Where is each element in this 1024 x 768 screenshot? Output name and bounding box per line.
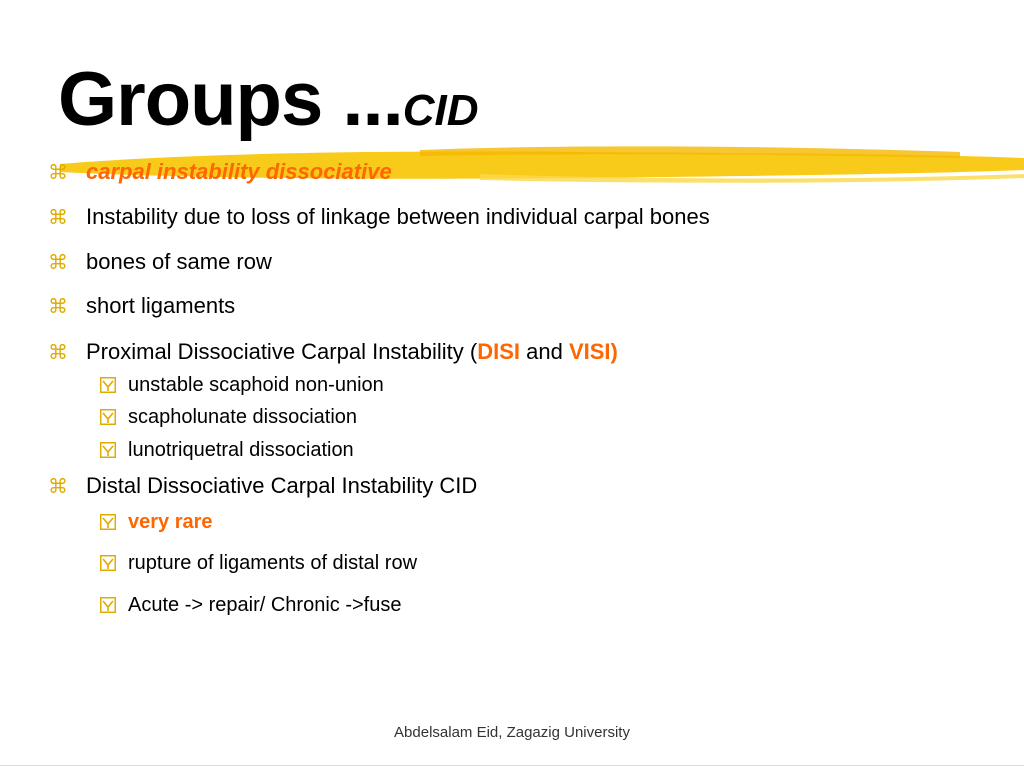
list-item-text: short ligaments xyxy=(86,293,236,318)
title-main: Groups ... xyxy=(58,57,403,142)
list-item-text: and xyxy=(520,339,569,364)
title-suffix: CID xyxy=(402,86,479,135)
list-item-text: Proximal Dissociative Carpal Instability ( xyxy=(86,339,478,364)
sub-list-item-text: very rare xyxy=(128,511,213,533)
list-item xyxy=(48,338,618,367)
sub-list-item xyxy=(100,550,417,576)
highlight-disi: DISI xyxy=(477,339,521,364)
command-key-bullet-icon: ⌘ xyxy=(48,162,68,184)
checkbox-bullet-icon xyxy=(100,377,116,393)
sub-list-item-text: scapholunate dissociation xyxy=(128,406,358,428)
sub-list-item xyxy=(100,404,357,430)
checkbox-bullet-icon xyxy=(100,514,116,530)
sub-list-item xyxy=(100,372,384,398)
list-item xyxy=(48,248,272,277)
sub-list-item-text: unstable scaphoid non-union xyxy=(128,374,384,396)
command-key-bullet-icon: ⌘ xyxy=(48,252,68,274)
command-key-bullet-icon: ⌘ xyxy=(48,296,68,318)
command-key-bullet-icon: ⌘ xyxy=(48,207,68,229)
checkbox-bullet-icon xyxy=(100,409,116,425)
list-item-text: carpal instability dissociative xyxy=(86,159,392,184)
list-item-text: Distal Dissociative Carpal Instability CID xyxy=(86,473,478,498)
sub-list-item xyxy=(100,592,401,618)
checkbox-bullet-icon xyxy=(100,555,116,571)
sub-list-item-text: Acute -> repair/ Chronic ->fuse xyxy=(128,594,402,616)
sub-list-item xyxy=(100,509,213,535)
command-key-bullet-icon: ⌘ xyxy=(48,476,68,498)
checkbox-bullet-icon xyxy=(100,597,116,613)
footer-divider xyxy=(0,765,1024,766)
list-item xyxy=(48,158,392,187)
sub-list-item-text: lunotriquetral dissociation xyxy=(128,439,354,461)
command-key-bullet-icon: ⌘ xyxy=(48,342,68,364)
highlight-visi: VISI) xyxy=(568,339,618,364)
checkbox-bullet-icon xyxy=(100,442,116,458)
list-item-text: Instability due to loss of linkage between individual carpal bones xyxy=(86,204,710,229)
slide-footer: Abdelsalam Eid, Zagazig University xyxy=(394,724,630,741)
list-item xyxy=(48,472,477,501)
list-item-text: bones of same row xyxy=(86,249,272,274)
sub-list-item-text: rupture of ligaments of distal row xyxy=(128,552,418,574)
list-item xyxy=(48,292,235,321)
sub-list-item xyxy=(100,437,354,463)
list-item xyxy=(48,203,710,232)
